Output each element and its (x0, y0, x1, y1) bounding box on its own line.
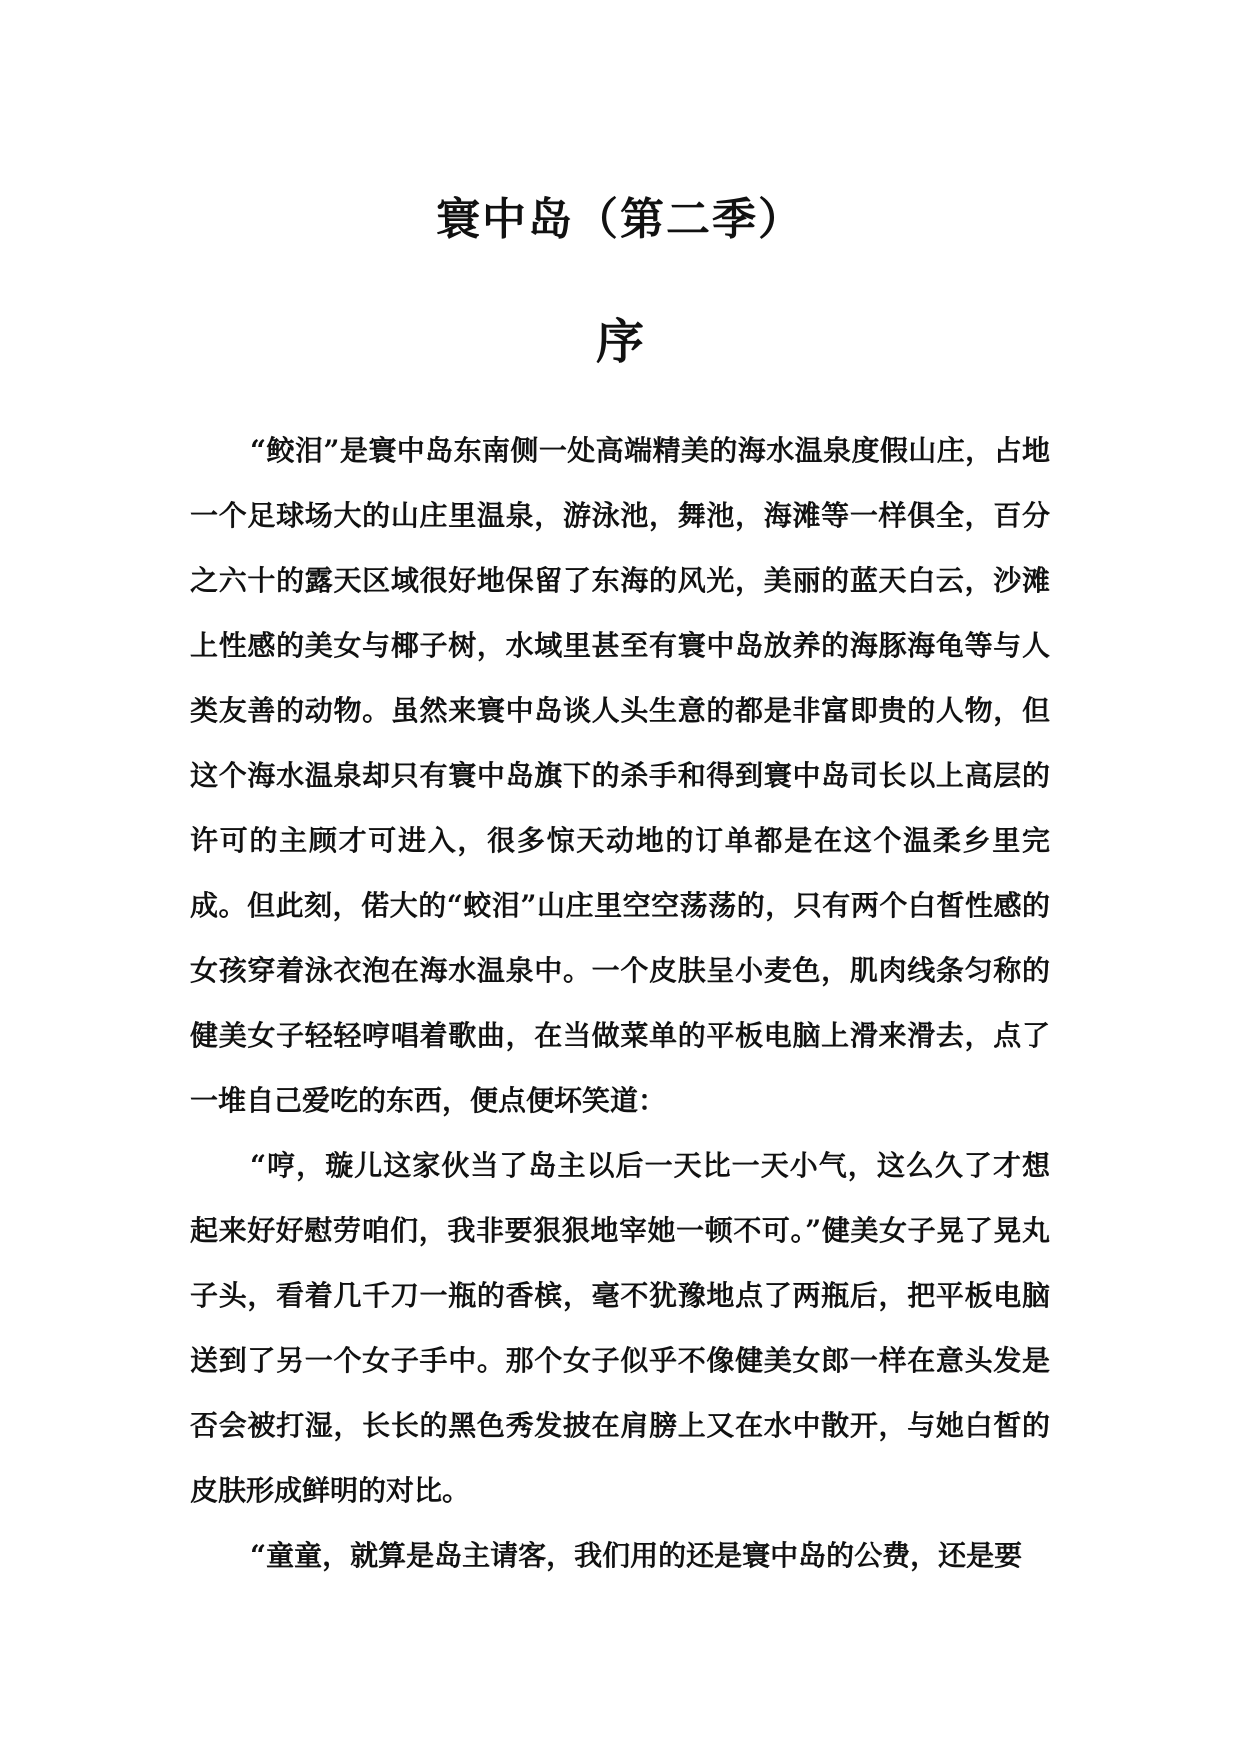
paragraph-2: “哼，璇儿这家伙当了岛主以后一天比一天小气，这么久了才想起来好好慰劳咱们，我非要狠狠地宰她一顿不可。”健美女子晃了晃丸子头，看着几千刀一瓶的香槟，毫不犹豫地点了两瓶后，把平板电脑送到了另一个女子手中。那个女子似乎不像健美女郎一样在意头发是否会被打湿，长长的黑色秀发披在肩膀上又在水中散开，与她白皙的皮肤形成鲜明的对比。 (190, 1149, 1050, 1507)
chapter-title: 序 (595, 314, 644, 370)
paragraph-1: “鲛泪”是寰中岛东南侧一处高端精美的海水温泉度假山庄，占地一个足球场大的山庄里温泉，游泳池，舞池，海滩等一样俱全，百分之六十的露天区域很好地保留了东海的风光，美丽的蓝天白云，沙滩上性感的美女与椰子树，水域里甚至有寰中岛放养的海豚海龟等与人类友善的动物。虽然来寰中岛谈人头生意的都是非富即贵的人物，但这个海水温泉却只有寰中岛旗下的杀手和得到寰中岛司长以上高层的许可的主顾才可进入，很多惊天动地的订单都是在这个温柔乡里完成。但此刻，偌大的“蛟泪”山庄里空空荡荡的，只有两个白皙性感的女孩穿着泳衣泡在海水温泉中。一个皮肤呈小麦色，肌肉线条匀称的健美女子轻轻哼唱着歌曲，在当做菜单的平板电脑上滑来滑去，点了一堆自己爱吃的东西，便点便坏笑道： (190, 434, 1050, 1117)
book-title: 寰中岛（第二季） (436, 194, 804, 245)
body-text (190, 418, 1050, 1588)
paragraph-3: “童童，就算是岛主请客，我们用的还是寰中岛的公费，还是要 (250, 1539, 1023, 1572)
